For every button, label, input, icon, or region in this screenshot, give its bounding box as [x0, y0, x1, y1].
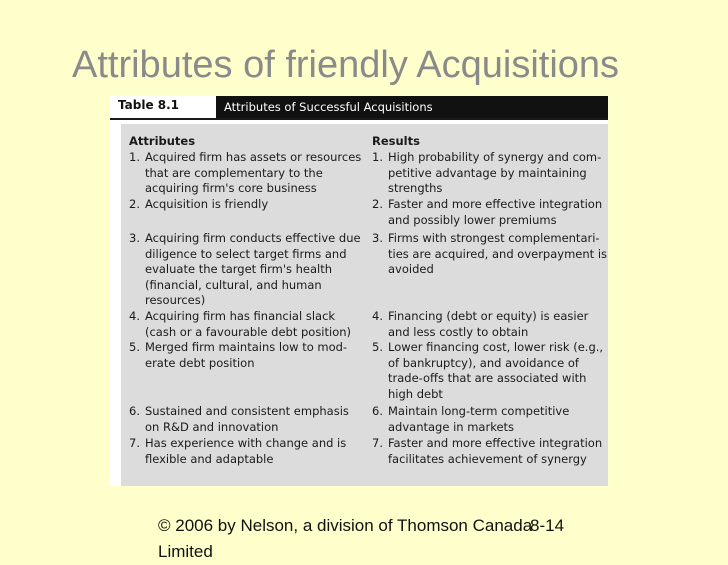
- table-header: [110, 96, 608, 120]
- row-number: 5.: [129, 340, 140, 354]
- attribute-text: Acquisition is friendly: [145, 197, 269, 211]
- row-number: 2.: [129, 197, 140, 211]
- slide-title: Attributes of friendly Acquisitions: [72, 44, 620, 86]
- attribute-row-7: [129, 436, 346, 467]
- result-row-6: [372, 404, 569, 435]
- result-row-7: [372, 436, 602, 467]
- row-number: 3.: [372, 231, 383, 245]
- page-number: 8-14: [530, 516, 565, 535]
- result-row-4: [372, 309, 588, 340]
- result-row-2: [372, 197, 602, 228]
- row-number: 5.: [372, 340, 383, 354]
- attribute-text: Acquiring firm conducts effective due diligence to select target firms and evaluate the target firm's health (financial, cultural, and human resources): [145, 231, 361, 307]
- row-number: 3.: [129, 231, 140, 245]
- result-text: High probability of synergy and com- petitive advantage by maintaining strengths: [388, 150, 602, 195]
- result-text: Maintain long-term competitive advantage in markets: [388, 404, 570, 434]
- row-number: 2.: [372, 197, 383, 211]
- row-number: 7.: [129, 436, 140, 450]
- attributes-column: [129, 134, 367, 466]
- result-text: Faster and more effective integration facilitates achievement of synergy: [388, 436, 603, 466]
- attribute-row-5: [129, 340, 347, 371]
- row-number: 1.: [129, 150, 140, 164]
- result-text: Lower financing cost, lower risk (e.g., of bankruptcy), and avoidance of trade-offs that are associated with high debt: [388, 340, 604, 401]
- row-number: 6.: [129, 404, 140, 418]
- attribute-text: Merged firm maintains low to mod- erate debt position: [145, 340, 348, 370]
- result-row-3: [372, 231, 607, 278]
- result-text: Financing (debt or equity) is easier and less costly to obtain: [388, 309, 589, 339]
- result-row-5: [372, 340, 603, 402]
- result-text: Firms with strongest complementari- ties are acquired, and overpayment is avoided: [388, 231, 607, 276]
- row-number: 6.: [372, 404, 383, 418]
- table-label: Table 8.1: [118, 98, 180, 112]
- table-caption: Attributes of Successful Acquisitions: [224, 100, 433, 114]
- row-number: 1.: [372, 150, 383, 164]
- row-number: 4.: [129, 309, 140, 323]
- table-image: [110, 96, 608, 486]
- attribute-row-1: [129, 150, 361, 197]
- result-text: Faster and more effective integration and possibly lower premiums: [388, 197, 603, 227]
- attribute-row-3: [129, 231, 361, 309]
- attribute-text: Has experience with change and is flexible and adaptable: [145, 436, 347, 466]
- attribute-text: Acquired firm has assets or resources that are complementary to the acquiring firm's core business: [145, 150, 362, 195]
- attribute-text: Sustained and consistent emphasis on R&D and innovation: [145, 404, 349, 434]
- footer-copyright: © 2006 by Nelson, a division of Thomson Canada Limited: [158, 516, 533, 561]
- attribute-row-4: [129, 309, 351, 340]
- attribute-row-6: [129, 404, 349, 435]
- attributes-header: Attributes: [129, 134, 196, 148]
- results-column: [372, 134, 608, 466]
- row-number: 7.: [372, 436, 383, 450]
- results-header: Results: [372, 134, 420, 148]
- table-caption-bar: [216, 96, 608, 118]
- table-body: [121, 124, 608, 486]
- attribute-row-2: [129, 197, 268, 213]
- attribute-text: Acquiring firm has financial slack (cash or a favourable debt position): [145, 309, 352, 339]
- row-number: 4.: [372, 309, 383, 323]
- result-row-1: [372, 150, 601, 197]
